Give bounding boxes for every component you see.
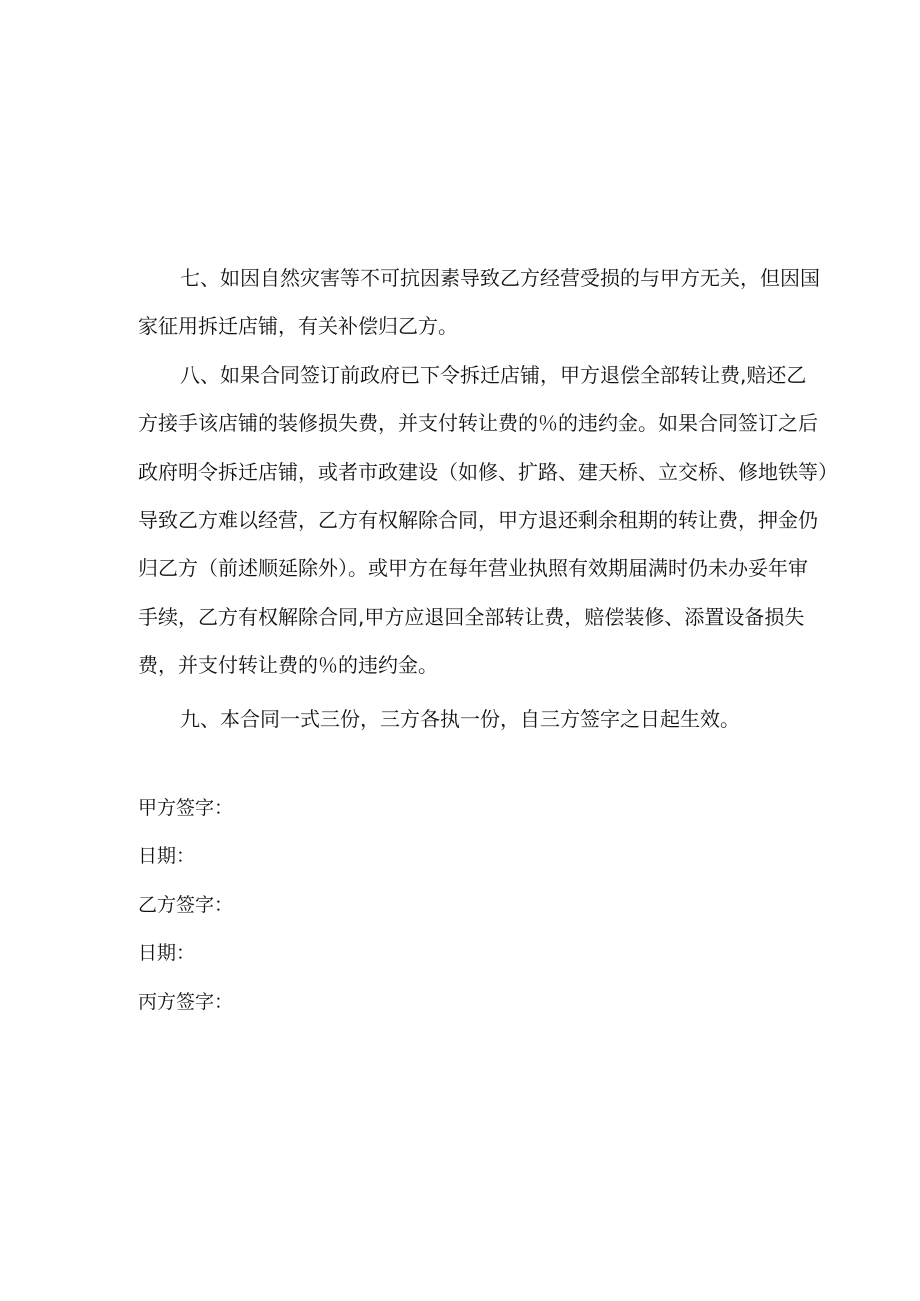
clause-9-paragraph — [138, 695, 838, 743]
clause-8-line: 八、如果合同签订前政府已下令拆迁店铺，甲方退偿全部转让费,赔还乙 — [180, 362, 807, 387]
clause-8-paragraph — [138, 351, 838, 690]
clause-8-line: 费，并支付转让费的％的违约金。 — [138, 653, 438, 678]
party-c-signature-label: 丙方签字： — [138, 990, 234, 1013]
signature-block — [138, 784, 838, 1027]
document-page — [138, 254, 838, 1026]
clause-8-line: 导致乙方难以经营，乙方有权解除合同，甲方退还剩余租期的转让费，押金仍 — [138, 507, 818, 532]
party-a-signature-label: 甲方签字： — [138, 796, 234, 819]
party-b-date-label: 日期： — [138, 942, 196, 965]
clause-7-line: 七、如因自然灾害等不可抗因素导致乙方经营受损的与甲方无关，但因国 — [180, 266, 820, 290]
clause-7-paragraph — [138, 254, 838, 351]
clause-7-line: 家征用拆迁店铺，有关补偿归乙方。 — [138, 314, 458, 339]
clause-9-line: 九、本合同一式三份，三方各执一份，自三方签字之日起生效。 — [180, 706, 740, 731]
party-b-signature-label: 乙方签字： — [138, 893, 234, 916]
clause-8-line: 方接手该店铺的装修损失费，并支付转让费的％的违约金。如果合同签订之后 — [138, 411, 818, 436]
party-a-date-label: 日期： — [138, 845, 196, 868]
clause-8-line: 归乙方（前述顺延除外）。或甲方在每年营业执照有效期届满时仍未办妥年审 — [138, 556, 808, 581]
clause-8-line: 手续，乙方有权解除合同,甲方应退回全部转让费，赔偿装修、添置设备损失 — [138, 604, 805, 629]
clause-8-line: 政府明令拆迁店铺，或者市政建设（如修、扩路、建天桥、立交桥、修地铁等） — [138, 459, 838, 484]
